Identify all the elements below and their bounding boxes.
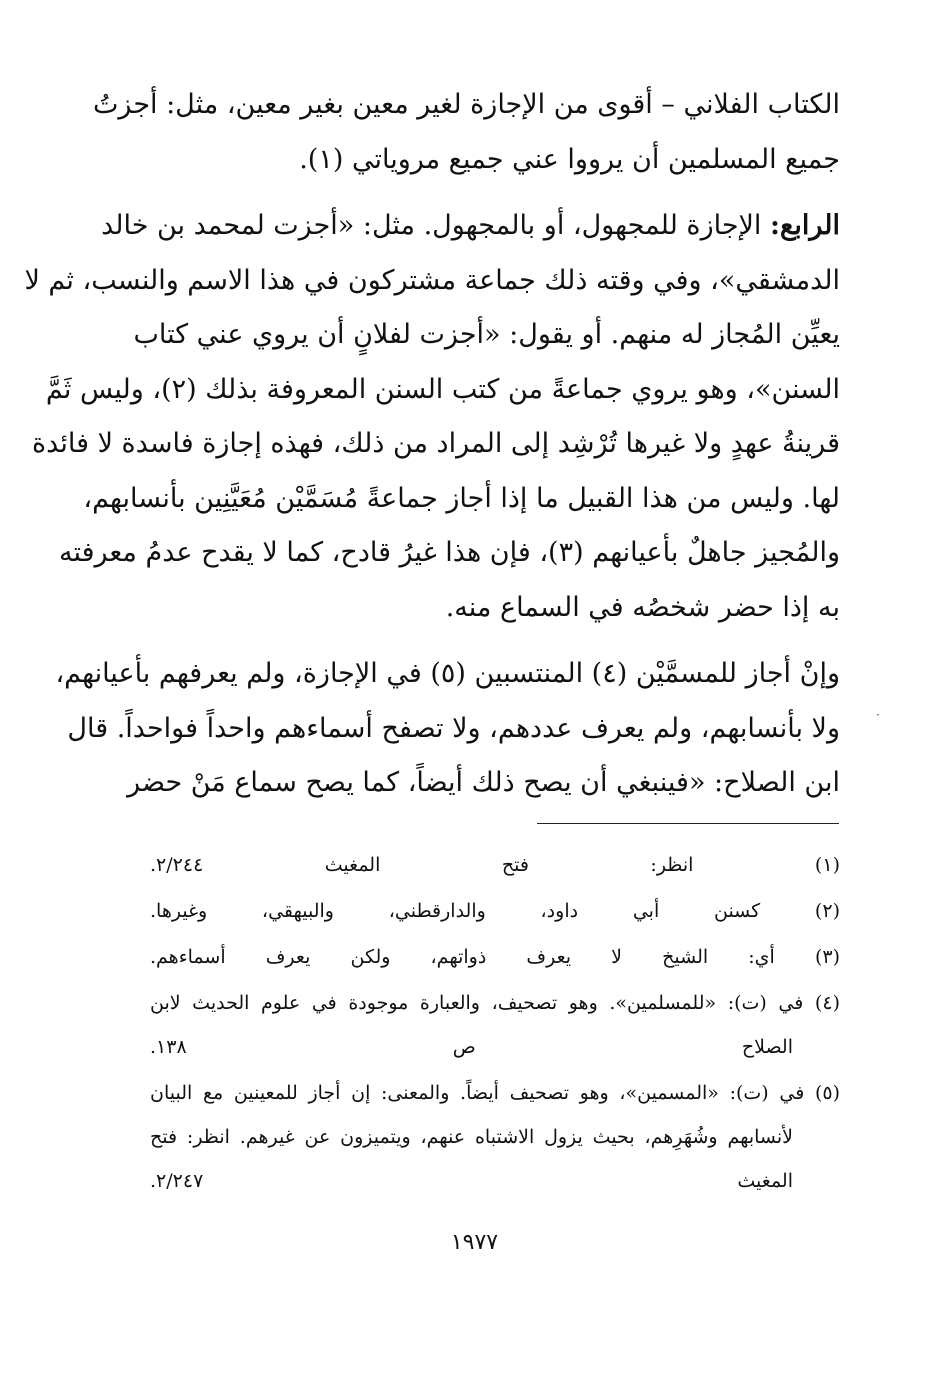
text-line: والمُجيز جاهلٌ بأعيانهم (٣)، فإن هذا غيرُ قادح، كما لا يقدح عدمُ معرفته: [58, 537, 840, 568]
footnote-line: (٤) في (ت): «للمسلمين». وهو تصحيف، والعبارة موجودة في علوم الحديث لابن: [150, 992, 840, 1014]
footnote-line: (٢) كسنن أبي داود، والدارقطني، والبيهقي، وغيرها.: [150, 900, 840, 922]
footnote-3: [150, 935, 840, 979]
footnote-4: [150, 981, 840, 1069]
paragraph-1: [93, 78, 840, 187]
text-line: يعيِّن المُجاز له منهم. أو يقول: «أجزت لفلانٍ أن يروي عني كتاب: [133, 319, 840, 350]
text-line: قرينةُ عهدٍ ولا غيرها تُرْشِد إلى المراد من ذلك، فهذه إجازة فاسدة لا فائدة: [32, 428, 840, 459]
text-line: وإنْ أجاز للمسمَّيْن (٤) المنتسبين (٥) في الإجازة، ولم يعرفهم بأعيانهم،: [55, 658, 840, 689]
text-line: جميع المسلمين أن يرووا عني جميع مروياتي (١).: [299, 143, 840, 175]
footnote-line: المغيث ٢/٢٤٧.: [150, 1170, 793, 1192]
text-segment: الإجازة للمجهول، أو بالمجهول. مثل: «أجزت لمحمد بن خالد: [101, 210, 771, 241]
footnote-1: [150, 843, 840, 887]
footnote-line: لأنسابهم وشُهَرِهم، بحيث يزول الاشتباه عنهم، ويتميزون عن غيرهم. انظر: فتح: [150, 1126, 793, 1148]
text-line: به إذا حضر شخصُه في السماع منه.: [445, 591, 840, 623]
text-line: السنن»، وهو يروي جماعةً من كتب السنن المعروفة بذلك (٢)، وليس ثَمَّ: [45, 373, 840, 405]
footnote-line: (١) انظر: فتح المغيث ٢/٢٤٤.: [150, 854, 840, 876]
section-label: الرابع:: [770, 210, 840, 241]
footnote-line: (٥) في (ت): «المسمين»، وهو تصحيف أيضاً. والمعنى: إن أجاز للمعينين مع البيان: [150, 1082, 840, 1104]
text-line: لها. وليس من هذا القبيل ما إذا أجاز جماعةً مُسَمَّيْن مُعَيَّنِين بأنسابهم،: [83, 482, 840, 514]
text-line: [101, 199, 840, 254]
text-line: الكتاب الفلاني – أقوى من الإجازة لغير معين بغير معين، مثل: أجزتُ: [93, 89, 840, 120]
paragraph-3: [55, 647, 840, 811]
footnote-line: (٣) أي: الشيخ لا يعرف ذواتهم، ولكن يعرف أسماءهم.: [150, 946, 840, 968]
paragraph-2: [24, 199, 840, 635]
footnote-line: الصلاح ص ١٣٨.: [150, 1036, 793, 1058]
footnote-2: [150, 889, 840, 933]
page-number: ١٩٧٧: [450, 1230, 499, 1255]
margin-dot: ·: [876, 708, 880, 722]
text-line: ولا بأنسابهم، ولم يعرف عددهم، ولا تصفح أسماءهم واحداً فواحداً. قال: [67, 712, 840, 744]
footnotes: [150, 843, 840, 1205]
text-line: الدمشقي»، وفي وقته ذلك جماعة مشتركون في هذا الاسم والنسب، ثم لا: [24, 264, 840, 296]
main-text: [24, 78, 840, 811]
footnote-separator: [537, 823, 839, 824]
footnote-5: [150, 1071, 840, 1203]
text-line: ابن الصلاح: «فينبغي أن يصح ذلك أيضاً، كما يصح سماع مَنْ حضر: [127, 767, 840, 798]
